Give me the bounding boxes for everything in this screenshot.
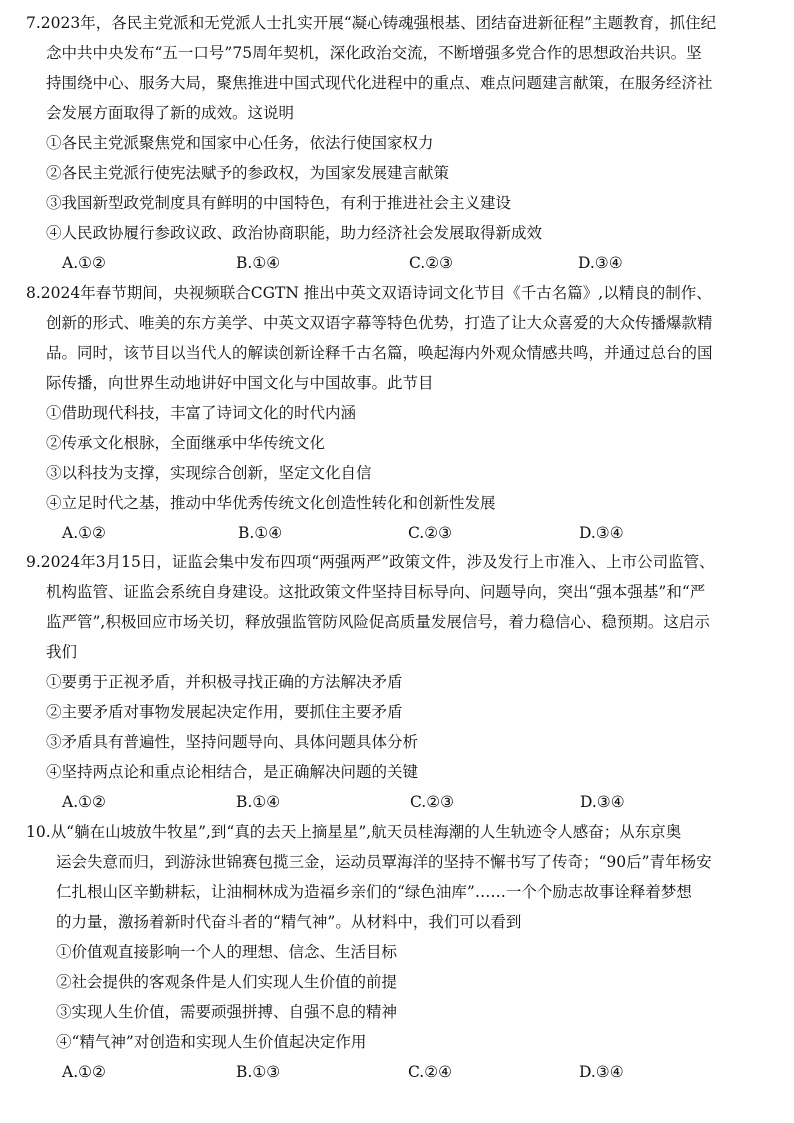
question-stem-line: 品。同时，该节目以当代人的解读创新诠释千古名篇，唤起海内外观众情感共鸣，并通过总台的国 bbox=[46, 344, 713, 362]
statement-3: ③实现人生价值，需要顽强拼搏、自强不息的精神 bbox=[56, 1003, 398, 1021]
option-a[interactable]: A.①② bbox=[62, 1063, 106, 1081]
answer-options bbox=[26, 248, 774, 278]
answer-options bbox=[26, 787, 774, 817]
option-b[interactable]: B.①④ bbox=[236, 254, 281, 272]
question-10 bbox=[26, 817, 774, 1087]
option-c[interactable]: C.②③ bbox=[410, 793, 455, 811]
option-a[interactable]: A.①② bbox=[62, 524, 106, 542]
answer-options bbox=[26, 1057, 774, 1087]
statement-1: ①借助现代科技，丰富了诗词文化的时代内涵 bbox=[46, 404, 357, 422]
statement-1: ①价值观直接影响一个人的理想、信念、生活目标 bbox=[56, 943, 398, 961]
statement-4: ④“精气神”对创造和实现人生价值起决定作用 bbox=[56, 1033, 367, 1051]
statement-4: ④坚持两点论和重点论相结合，是正确解决问题的关键 bbox=[46, 763, 419, 781]
question-stem-line: 机构监管、证监会系统自身建设。这批政策文件坚持目标导向、问题导向，突出“强本强基”和“严 bbox=[46, 583, 706, 601]
statement-4: ④立足时代之基，推动中华优秀传统文化创造性转化和创新性发展 bbox=[46, 494, 496, 512]
option-d[interactable]: D.③④ bbox=[578, 254, 623, 272]
statement-1: ①各民主党派聚焦党和国家中心任务，依法行使国家权力 bbox=[46, 134, 434, 152]
question-9 bbox=[26, 547, 774, 817]
question-8 bbox=[26, 278, 774, 548]
option-c[interactable]: C.②③ bbox=[409, 254, 454, 272]
statement-2: ②传承文化根脉，全面继承中华传统文化 bbox=[46, 434, 326, 452]
statement-2: ②主要矛盾对事物发展起决定作用，要抓住主要矛盾 bbox=[46, 703, 403, 721]
question-stem-line: 创新的形式、唯美的东方美学、中英文双语字幕等特色优势，打造了让大众喜爱的大众传播爆款精 bbox=[46, 314, 713, 332]
option-d[interactable]: D.③④ bbox=[580, 793, 625, 811]
question-stem-line: 监严管”,积极回应市场关切，释放强监管防风险促高质量发展信号，着力稳信心、稳预期。这启示 bbox=[46, 613, 710, 631]
question-stem-line: 念中共中央发布“五一口号”75周年契机，深化政治交流，不断增强多党合作的思想政治共识。坚 bbox=[46, 44, 702, 62]
answer-options bbox=[26, 518, 774, 548]
question-stem-line: 运会失意而归，到游泳世锦赛包揽三金，运动员覃海洋的坚持不懈书写了传奇；“90后”青年杨安 bbox=[56, 853, 712, 871]
question-stem-line: 持围绕中心、服务大局，聚焦推进中国式现代化进程中的重点、难点问题建言献策，在服务经济社 bbox=[46, 74, 713, 92]
question-stem-line: 9.2024年3月15日，证监会集中发布四项“两强两严”政策文件，涉及发行上市准入、上市公司监管、 bbox=[26, 553, 715, 571]
option-c[interactable]: C.②④ bbox=[408, 1063, 453, 1081]
question-stem-line: 的力量，激扬着新时代奋斗者的“精气神”。从材料中，我们可以看到 bbox=[56, 913, 522, 931]
statement-4: ④人民政协履行参政议政、政治协商职能，助力经济社会发展取得新成效 bbox=[46, 224, 543, 242]
question-stem-line: 我们 bbox=[46, 643, 78, 661]
option-b[interactable]: B.①④ bbox=[236, 793, 281, 811]
question-stem-line: 8.2024年春节期间，央视频联合CGTN 推出中英文双语诗词文化节目《千古名篇》,以精良的制作、 bbox=[26, 284, 712, 302]
option-a[interactable]: A.①② bbox=[62, 793, 106, 811]
statement-2: ②社会提供的客观条件是人们实现人生价值的前提 bbox=[56, 973, 398, 991]
statement-3: ③以科技为支撑，实现综合创新，坚定文化自信 bbox=[46, 464, 372, 482]
question-7 bbox=[26, 8, 774, 278]
option-b[interactable]: B.①③ bbox=[236, 1063, 281, 1081]
statement-1: ①要勇于正视矛盾，并积极寻找正确的方法解决矛盾 bbox=[46, 673, 403, 691]
question-stem-line: 会发展方面取得了新的成效。这说明 bbox=[46, 104, 295, 122]
question-stem-line: 10.从“躺在山坡放牛牧星”,到“真的去天上摘星星”,航天员桂海潮的人生轨迹令人感奋；从东京奥 bbox=[26, 823, 682, 841]
option-d[interactable]: D.③④ bbox=[579, 1063, 624, 1081]
statement-2: ②各民主党派行使宪法赋予的参政权，为国家发展建言献策 bbox=[46, 164, 450, 182]
question-stem-line: 仁扎根山区辛勤耕耘，让油桐林成为造福乡亲们的“绿色油库”……一个个励志故事诠释着梦想 bbox=[56, 883, 692, 901]
option-c[interactable]: C.②③ bbox=[408, 524, 453, 542]
statement-3: ③我国新型政党制度具有鲜明的中国特色，有利于推进社会主义建设 bbox=[46, 194, 512, 212]
option-b[interactable]: B.①④ bbox=[238, 524, 283, 542]
option-d[interactable]: D.③④ bbox=[579, 524, 624, 542]
question-stem-line: 7.2023年，各民主党派和无党派人士扎实开展“凝心铸魂强根基、团结奋进新征程”主题教育，抓住纪 bbox=[26, 14, 717, 32]
option-a[interactable]: A.①② bbox=[62, 254, 106, 272]
statement-3: ③矛盾具有普遍性，坚持问题导向、具体问题具体分析 bbox=[46, 733, 419, 751]
question-stem-line: 际传播，向世界生动地讲好中国文化与中国故事。此节目 bbox=[46, 374, 434, 392]
